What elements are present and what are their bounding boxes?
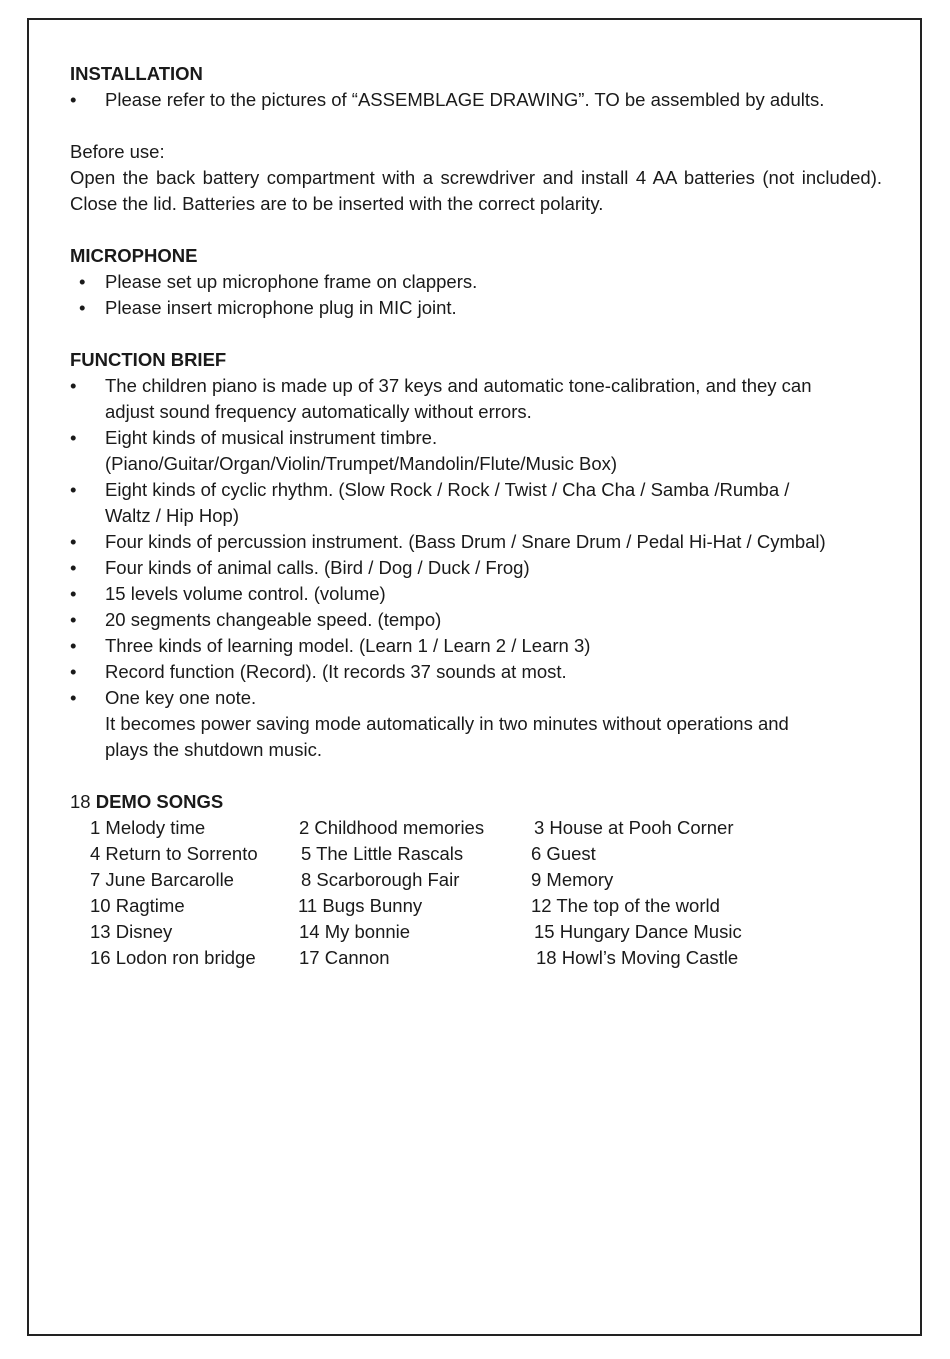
- list-item: [70, 87, 882, 113]
- list-item-line: adjust sound frequency automatically without errors.: [105, 401, 532, 422]
- bullet-icon: •: [70, 89, 77, 110]
- bullet-icon: •: [70, 531, 77, 552]
- before-use-text: Open the back battery compartment with a screwdriver and install 4 AA batteries (not included). Close the lid. Batteries are to be inserted with the correct polarity.: [70, 167, 882, 214]
- bullet-icon: •: [70, 583, 77, 604]
- list-item: [70, 685, 882, 763]
- demo-songs-heading: [70, 789, 882, 815]
- song-item: 4 Return to Sorrento: [90, 843, 258, 864]
- bullet-icon: •: [70, 661, 77, 682]
- function-brief-section: [70, 347, 882, 763]
- bullet-icon: •: [70, 635, 77, 656]
- list-item: [70, 633, 882, 659]
- bullet-icon: •: [70, 479, 77, 500]
- song-item: 17 Cannon: [299, 947, 390, 968]
- song-item: 10 Ragtime: [90, 895, 185, 916]
- demo-songs-count: 18: [70, 791, 96, 812]
- song-item: 2 Childhood memories: [299, 817, 485, 838]
- song-item: 16 Lodon ron bridge: [90, 947, 256, 968]
- demo-songs-title: DEMO SONGS: [95, 791, 224, 812]
- song-item: 12 The top of the world: [531, 895, 720, 916]
- microphone-list: [70, 269, 882, 321]
- installation-heading: INSTALLATION: [70, 63, 203, 84]
- list-item-text: Please refer to the pictures of “ASSEMBLAGE DRAWING”. TO be assembled by adults.: [105, 89, 825, 110]
- list-item: [70, 529, 882, 555]
- list-item: [70, 555, 882, 581]
- song-item: 18 Howl’s Moving Castle: [536, 947, 739, 968]
- function-list: [70, 373, 882, 763]
- song-item: 1 Melody time: [90, 817, 206, 838]
- list-item: [70, 425, 882, 477]
- list-item-line: 15 levels volume control. (volume): [105, 583, 386, 604]
- list-item-line: Record function (Record). (It records 37 sounds at most.: [105, 661, 567, 682]
- list-item-line: Waltz / Hip Hop): [105, 505, 239, 526]
- installation-list: [70, 87, 882, 113]
- list-item-line: plays the shutdown music.: [105, 739, 322, 760]
- list-item: [70, 659, 882, 685]
- song-item: 11 Bugs Bunny: [298, 895, 423, 916]
- list-item: [70, 269, 882, 295]
- song-item: 6 Guest: [531, 843, 596, 864]
- microphone-section: [70, 243, 882, 321]
- song-item: 13 Disney: [90, 921, 173, 942]
- list-item-line: Four kinds of animal calls. (Bird / Dog / Duck / Frog): [105, 557, 530, 578]
- installation-section: [70, 61, 882, 217]
- song-item: 8 Scarborough Fair: [301, 869, 460, 890]
- list-item-line: It becomes power saving mode automatically in two minutes without operations and: [105, 713, 789, 734]
- song-item: 9 Memory: [531, 869, 614, 890]
- list-item-line: Eight kinds of musical instrument timbre.: [105, 427, 438, 448]
- list-item-text: Please insert microphone plug in MIC joint.: [105, 297, 457, 318]
- list-item: [70, 477, 882, 529]
- list-item-line: The children piano is made up of 37 keys and automatic tone-calibration, and they can: [105, 375, 812, 396]
- list-item-line: 20 segments changeable speed. (tempo): [105, 609, 442, 630]
- song-item: 14 My bonnie: [299, 921, 411, 942]
- bullet-icon: •: [70, 557, 77, 578]
- list-item-text: Please set up microphone frame on clappers.: [105, 271, 478, 292]
- bullet-icon: •: [70, 375, 77, 396]
- list-item-line: Three kinds of learning model. (Learn 1 / Learn 2 / Learn 3): [105, 635, 591, 656]
- song-item: 3 House at Pooh Corner: [534, 817, 734, 838]
- song-item: 15 Hungary Dance Music: [534, 921, 742, 942]
- function-brief-heading: FUNCTION BRIEF: [70, 349, 227, 370]
- list-item-line: Eight kinds of cyclic rhythm. (Slow Rock / Rock / Twist / Cha Cha / Samba /Rumba /: [105, 479, 790, 500]
- list-item: [70, 373, 882, 425]
- microphone-heading: MICROPHONE: [70, 245, 198, 266]
- list-item-line: One key one note.: [105, 687, 257, 708]
- manual-content: [70, 61, 882, 971]
- song-item: 5 The Little Rascals: [301, 843, 464, 864]
- bullet-icon: •: [70, 687, 77, 708]
- list-item: [70, 581, 882, 607]
- list-item-line: (Piano/Guitar/Organ/Violin/Trumpet/Mandolin/Flute/Music Box): [105, 453, 618, 474]
- bullet-icon: •: [79, 297, 86, 318]
- list-item: [70, 295, 882, 321]
- list-item-line: Four kinds of percussion instrument. (Bass Drum / Snare Drum / Pedal Hi-Hat / Cymbal): [105, 531, 826, 552]
- bullet-icon: •: [79, 271, 86, 292]
- list-item: [70, 607, 882, 633]
- demo-songs-section: [70, 789, 882, 971]
- bullet-icon: •: [70, 427, 77, 448]
- bullet-icon: •: [70, 609, 77, 630]
- before-use-label: Before use:: [70, 141, 165, 162]
- song-item: 7 June Barcarolle: [90, 869, 234, 890]
- demo-songs-grid: [70, 815, 882, 971]
